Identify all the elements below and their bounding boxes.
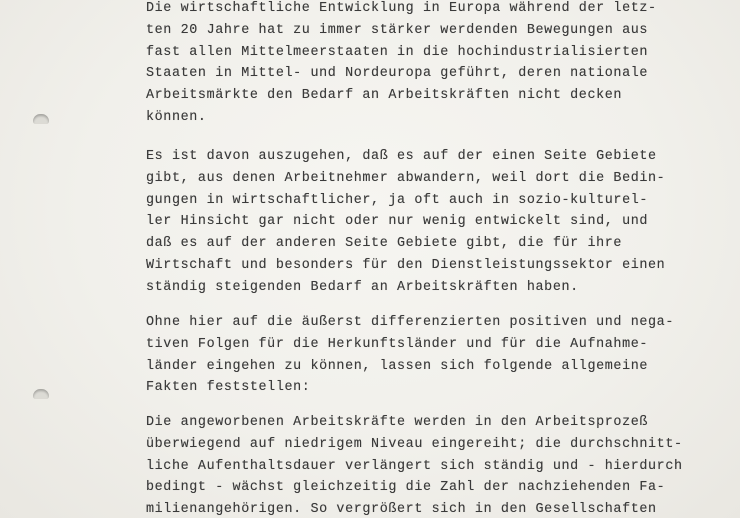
text-line: ler Hinsicht gar nicht oder nur wenig entwickelt sind, und: [146, 214, 649, 230]
text-line: ständig steigenden Bedarf an Arbeitskräften haben.: [146, 279, 579, 295]
paragraph-2: [146, 146, 716, 299]
punch-hole: [33, 114, 49, 124]
text-line: liche Aufenthaltsdauer verlängert sich ständig und - hierdurch: [146, 458, 683, 474]
text-line: Fakten feststellen:: [146, 380, 311, 396]
paragraph-3: [146, 312, 716, 399]
punch-hole: [33, 389, 49, 399]
paragraph-4: [146, 412, 716, 518]
text-line: gungen in wirtschaftlicher, ja oft auch in sozio-kulturel-: [146, 192, 649, 208]
text-line: können.: [146, 109, 207, 125]
text-line: tiven Folgen für die Herkunftsländer und für die Aufnahme-: [146, 336, 649, 352]
text-line: milienangehörigen. So vergrößert sich in den Gesellschaften: [146, 502, 657, 518]
text-line: gibt, aus denen Arbeitnehmer abwandern, weil dort die Bedin-: [146, 170, 666, 186]
text-line: ten 20 Jahre hat zu immer stärker werdenden Bewegungen aus: [146, 22, 649, 38]
text-line: länder eingehen zu können, lassen sich folgende allgemeine: [146, 358, 649, 374]
text-line: Arbeitsmärkte den Bedarf an Arbeitskräften nicht decken: [146, 88, 623, 104]
text-line: bedingt - wächst gleichzeitig die Zahl der nachziehenden Fa-: [146, 480, 666, 496]
text-line: Die angeworbenen Arbeitskräfte werden in den Arbeitsprozeß: [146, 415, 649, 430]
text-line: fast allen Mittelmeerstaaten in die hochindustrialisierten: [146, 44, 649, 60]
text-line: Die wirtschaftliche Entwicklung in Europa während der letz-: [146, 1, 657, 16]
text-line: Es ist davon auszugehen, daß es auf der einen Seite Gebiete: [146, 149, 657, 164]
text-line: Staaten in Mittel- und Nordeuropa geführt, deren nationale: [146, 66, 649, 82]
paragraph-1: [146, 0, 716, 129]
text-line: Wirtschaft und besonders für den Dienstleistungssektor einen: [146, 257, 666, 273]
text-line: daß es auf der anderen Seite Gebiete gibt, die für ihre: [146, 236, 623, 252]
text-line: überwiegend auf niedrigem Niveau eingereiht; die durchschnitt-: [146, 436, 683, 452]
text-line: Ohne hier auf die äußerst differenzierten positiven und nega-: [146, 315, 674, 330]
